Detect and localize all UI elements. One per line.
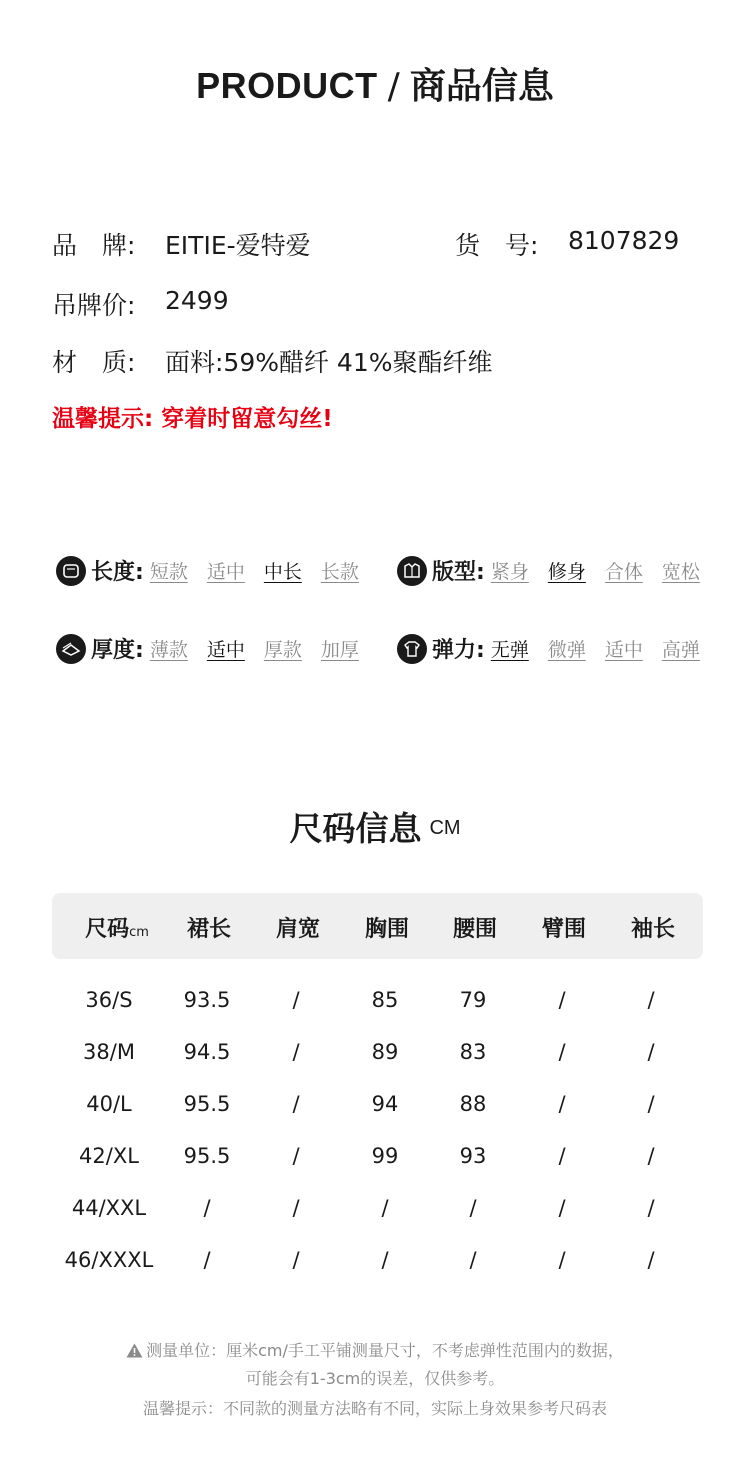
table-cell: 93.5 — [183, 988, 231, 1012]
brand-value: EITIE-爱特爱 — [165, 231, 311, 260]
header-sleeve: 袖长 — [630, 917, 675, 942]
measurement-note-1 — [0, 1338, 750, 1362]
table-cell: / — [647, 1040, 655, 1064]
size-title-text: 尺码信息 — [289, 809, 422, 848]
table-cell: 95.5 — [183, 1144, 231, 1168]
table-cell: 79 — [459, 988, 487, 1012]
tshirt-icon — [397, 634, 427, 664]
table-cell: / — [647, 1248, 655, 1272]
header-shoulder: 肩宽 — [275, 917, 320, 942]
warning-icon — [126, 1343, 143, 1362]
attr-thickness-label: 厚度: — [91, 638, 144, 663]
table-cell: 94.5 — [183, 1040, 231, 1064]
table-cell: 38/M — [83, 1040, 135, 1064]
table-cell: 44/XXL — [71, 1196, 147, 1220]
table-cell: 99 — [371, 1144, 399, 1168]
attr-fit-label: 版型: — [432, 560, 485, 585]
table-cell: 95.5 — [183, 1092, 231, 1116]
header-bust: 胸围 — [364, 917, 409, 942]
attr-elasticity — [397, 633, 700, 664]
header-size-label: 尺码 — [85, 917, 130, 942]
table-cell: / — [558, 1248, 566, 1272]
note-line-3: 温馨提示：不同款的测量方法略有不同，实际上身效果参考尺码表 — [142, 1399, 607, 1418]
sku-label: 货 号: — [455, 231, 539, 260]
option-thick: 厚款 — [263, 639, 302, 661]
attr-elasticity-label: 弹力: — [432, 638, 485, 663]
sku-value: 8107829 — [568, 226, 680, 255]
option-moderate-selected: 适中 — [206, 639, 245, 661]
table-cell: / — [647, 1144, 655, 1168]
table-cell: / — [292, 1040, 300, 1064]
table-cell: 46/XXXL — [64, 1248, 154, 1272]
fabric-icon — [56, 634, 86, 664]
option-midlong-selected: 中长 — [263, 561, 302, 583]
header-arm: 臂围 — [541, 917, 586, 942]
material-value: 面料:59%醋纤 41%聚酯纤维 — [165, 348, 493, 377]
note-line-1: 测量单位：厘米cm/手工平铺测量尺寸，不考虑弹性范围内的数据， — [146, 1341, 624, 1360]
table-cell: / — [469, 1248, 477, 1272]
option-loose: 宽松 — [661, 561, 700, 583]
table-cell: / — [469, 1196, 477, 1220]
table-cell: / — [558, 1092, 566, 1116]
table-cell: 83 — [459, 1040, 487, 1064]
table-cell: / — [647, 988, 655, 1012]
attr-length — [56, 555, 359, 586]
table-cell: / — [292, 1092, 300, 1116]
table-cell: 85 — [371, 988, 399, 1012]
table-cell: / — [558, 1144, 566, 1168]
option-high: 高弹 — [661, 639, 700, 661]
table-cell: 88 — [459, 1092, 487, 1116]
table-cell: 93 — [459, 1144, 487, 1168]
material-label: 材 质: — [52, 348, 136, 377]
table-cell: 42/XL — [79, 1144, 139, 1168]
table-cell: / — [381, 1248, 389, 1272]
table-cell: / — [558, 1196, 566, 1220]
table-cell: / — [203, 1196, 211, 1220]
size-unit: CM — [429, 817, 461, 839]
care-warning: 温馨提示: 穿着时留意勾丝! — [52, 406, 333, 432]
header-skirt-length: 裙长 — [186, 917, 231, 942]
title-cn: 商品信息 — [409, 66, 554, 107]
option-tight: 紧身 — [490, 561, 529, 583]
table-cell: / — [292, 1196, 300, 1220]
header-size-unit: cm — [129, 925, 149, 940]
table-cell: 36/S — [85, 988, 133, 1012]
attr-thickness — [56, 633, 359, 664]
note-line-2: 可能会有1-3cm的误差，仅供参考。 — [245, 1369, 505, 1388]
table-cell: / — [558, 988, 566, 1012]
title-en: PRODUCT — [196, 65, 378, 106]
page-title — [0, 58, 750, 109]
table-cell: / — [203, 1248, 211, 1272]
header-size — [72, 912, 162, 943]
option-none-selected: 无弹 — [490, 639, 529, 661]
option-slim-selected: 修身 — [547, 561, 586, 583]
table-cell: / — [292, 1144, 300, 1168]
option-moderate: 适中 — [604, 639, 643, 661]
table-cell: / — [292, 988, 300, 1012]
table-cell: / — [558, 1040, 566, 1064]
attr-fit — [397, 555, 700, 586]
table-cell: / — [647, 1196, 655, 1220]
table-cell: 94 — [371, 1092, 399, 1116]
option-thin: 薄款 — [149, 639, 188, 661]
table-cell: / — [381, 1196, 389, 1220]
option-slight: 微弹 — [547, 639, 586, 661]
header-waist: 腰围 — [452, 917, 497, 942]
option-extra-thick: 加厚 — [320, 639, 359, 661]
option-regular: 合体 — [604, 561, 643, 583]
option-long: 长款 — [320, 561, 359, 583]
option-medium: 适中 — [206, 561, 245, 583]
brand-label: 品 牌: — [52, 231, 136, 260]
title-separator: / — [387, 66, 400, 107]
option-short: 短款 — [149, 561, 188, 583]
table-cell: / — [292, 1248, 300, 1272]
price-value: 2499 — [165, 286, 229, 315]
price-label: 吊牌价: — [52, 291, 136, 320]
table-cell: / — [647, 1092, 655, 1116]
table-cell: 40/L — [86, 1092, 132, 1116]
table-cell: 89 — [371, 1040, 399, 1064]
shirt-icon — [397, 556, 427, 586]
size-section-title — [0, 803, 750, 850]
dress-icon — [56, 556, 86, 586]
attr-length-label: 长度: — [91, 560, 144, 585]
